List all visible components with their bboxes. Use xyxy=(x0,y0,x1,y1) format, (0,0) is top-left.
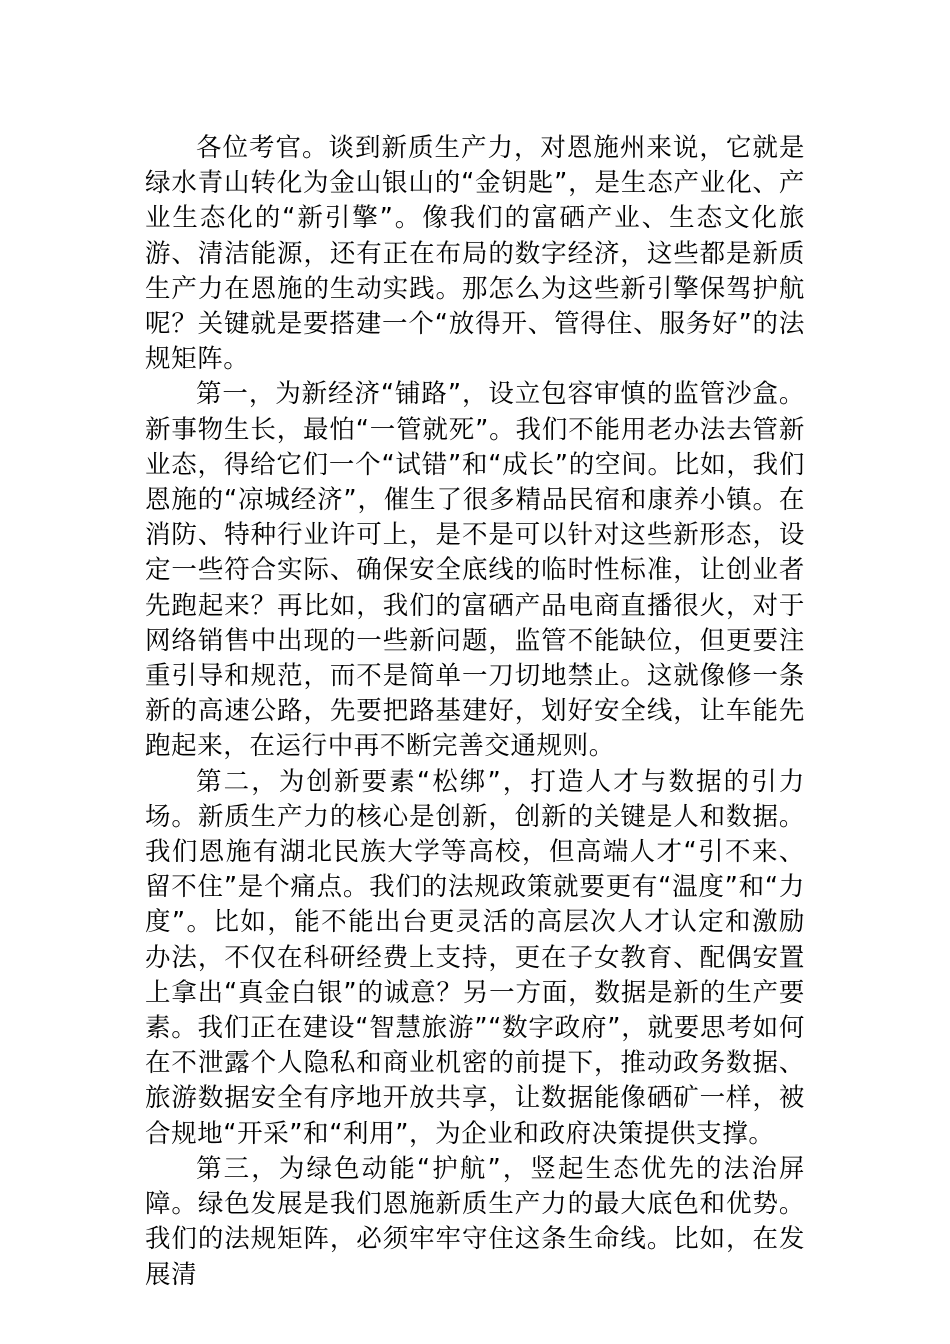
paragraph-second-point: 第二，为创新要素“松绑”，打造人才与数据的引力场。新质生产力的核心是创新，创新的关键是人和数据。我们恩施有湖北民族大学等高校，但高端人才“引不来、留不住”是个痛点。我们的法规政策就要更有“温度”和“力度”。比如，能不能出台更灵活的高层次人才认定和激励办法，不仅在科研经费上支持，更在子女教育、配偶安置上拿出“真金白银”的诚意？另一方面，数据是新的生产要素。我们正在建设“智慧旅游”“数字政府”，就要思考如何在不泄露个人隐私和商业机密的前提下，推动政务数据、旅游数据安全有序地开放共享，让数据能像硒矿一样，被合规地“开采”和“利用”，为企业和政府决策提供支撑。 xyxy=(145,766,805,1149)
document-body xyxy=(145,131,805,1293)
paragraph-first-point: 第一，为新经济“铺路”，设立包容审慎的监管沙盒。新事物生长，最怕“一管就死”。我们不能用老办法去管新业态，得给它们一个“试错”和“成长”的空间。比如，我们恩施的“凉城经济”，催生了很多精品民宿和康养小镇。在消防、特种行业许可上，是不是可以针对这些新形态，设定一些符合实际、确保安全底线的临时性标准，让创业者先跑起来？再比如，我们的富硒产品电商直播很火，对于网络销售中出现的一些新问题，监管不能缺位，但更要注重引导和规范，而不是简单一刀切地禁止。这就像修一条新的高速公路，先要把路基建好，划好安全线，让车能先跑起来，在运行中再不断完善交通规则。 xyxy=(145,379,805,762)
paragraph-intro: 各位考官。谈到新质生产力，对恩施州来说，它就是绿水青山转化为金山银山的“金钥匙”，是生态产业化、产业生态化的“新引擎”。像我们的富硒产业、生态文化旅游、清洁能源，还有正在布局的数字经济，这些都是新质生产力在恩施的生动实践。那怎么为这些新引擎保驾护航呢？关键就是要搭建一个“放得开、管得住、服务好”的法规矩阵。 xyxy=(145,133,805,375)
paragraph-third-point: 第三，为绿色动能“护航”，竖起生态优先的法治屏障。绿色发展是我们恩施新质生产力的最大底色和优势。我们的法规矩阵，必须牢牢守住这条生命线。比如，在发展清 xyxy=(145,1153,805,1290)
